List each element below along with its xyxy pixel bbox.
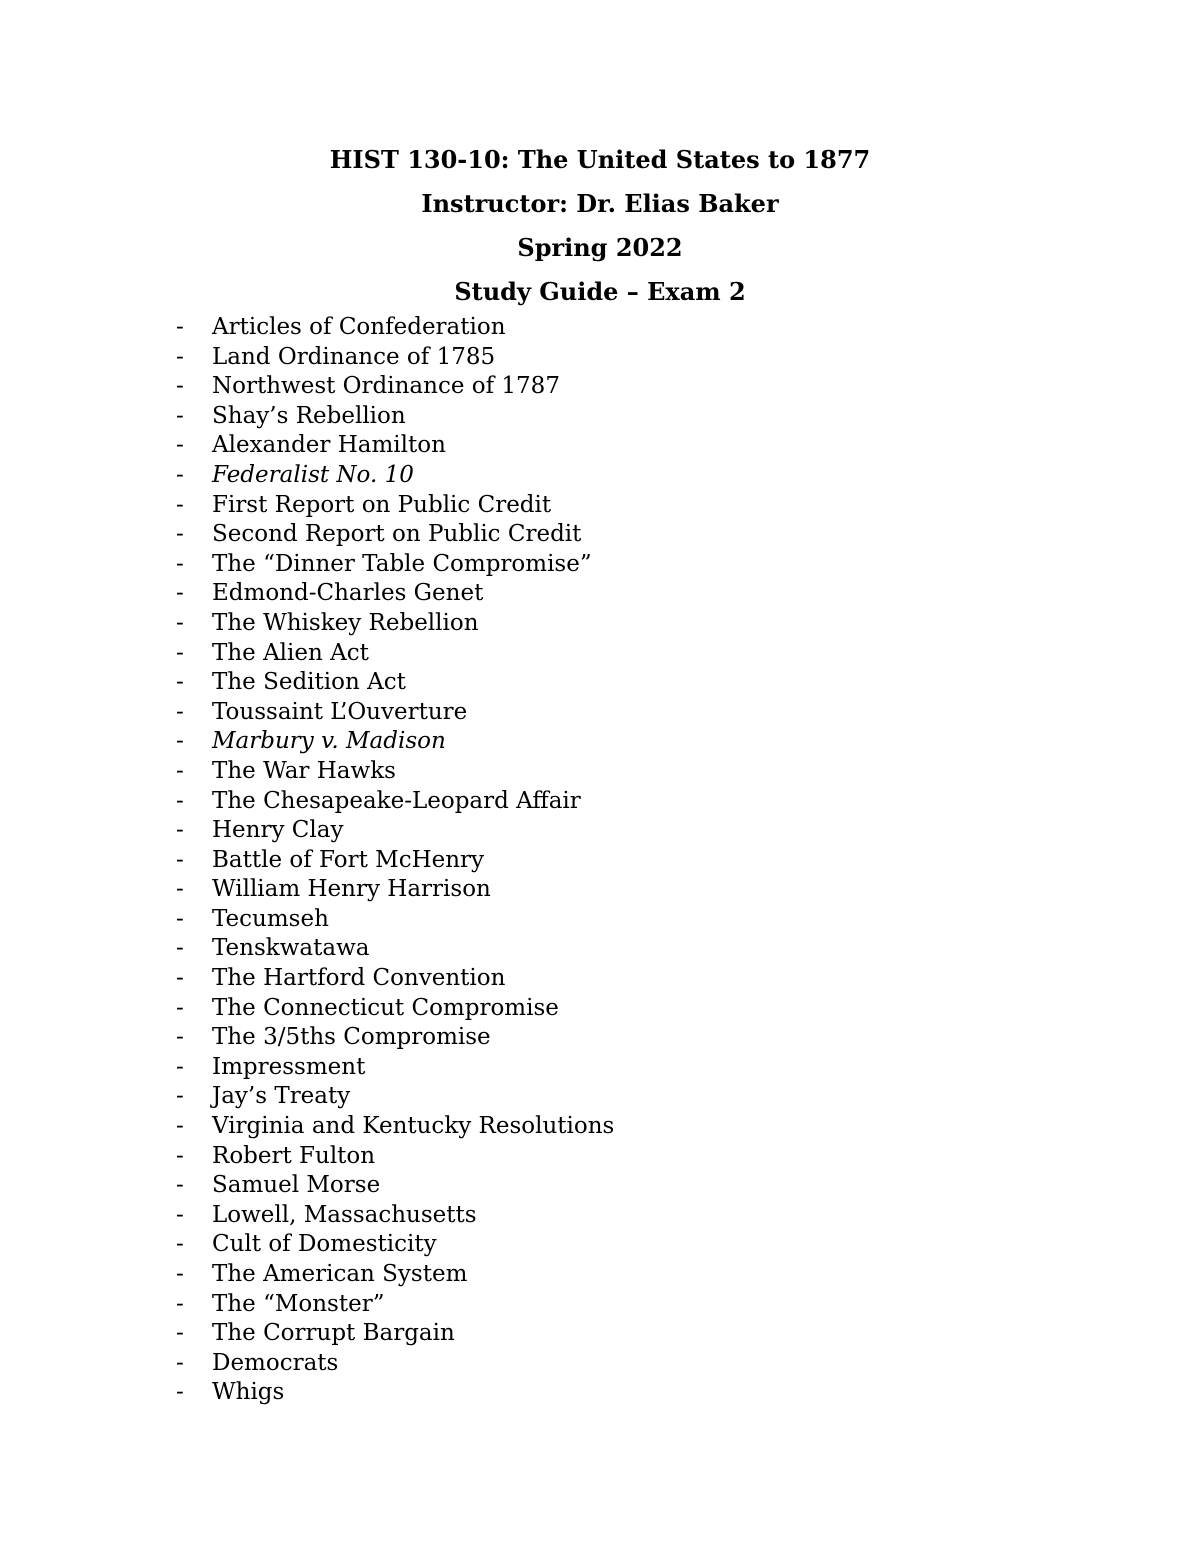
- term-text: Virginia and Kentucky Resolutions: [212, 1113, 615, 1140]
- term-text: The Alien Act: [212, 639, 369, 666]
- term-text: The Connecticut Compromise: [212, 994, 559, 1021]
- bullet-dash: -: [176, 787, 184, 814]
- bullet-dash: -: [176, 1083, 184, 1110]
- bullet-dash: -: [176, 935, 184, 962]
- term-text: The American System: [212, 1261, 468, 1287]
- bullet-dash: -: [176, 728, 184, 755]
- bullet-dash: -: [176, 373, 184, 400]
- term-text: The Sedition Act: [212, 669, 406, 696]
- term-text: First Report on Public Credit: [212, 491, 552, 518]
- bullet-dash: -: [176, 1113, 184, 1140]
- term-text: Tenskwatawa: [212, 935, 370, 962]
- term-text: Impressment: [212, 1053, 366, 1080]
- bullet-dash: -: [176, 1053, 184, 1080]
- bullet-dash: -: [176, 1142, 184, 1169]
- bullet-dash: -: [176, 757, 184, 784]
- bullet-dash: -: [176, 1379, 184, 1406]
- term-text: Federalist No. 10: [212, 461, 414, 488]
- term-text: Samuel Morse: [212, 1172, 381, 1199]
- bullet-dash: -: [176, 491, 184, 518]
- term-text: The “Dinner Table Compromise”: [212, 550, 592, 577]
- term-text: Whigs: [212, 1379, 285, 1406]
- bullet-dash: -: [176, 1290, 184, 1317]
- term-text: Shay’s Rebellion: [212, 402, 406, 429]
- bullet-dash: -: [176, 1261, 184, 1287]
- term-text: Articles of Confederation: [212, 314, 506, 340]
- bullet-dash: -: [176, 580, 184, 607]
- term-text: Northwest Ordinance of 1787: [212, 373, 560, 400]
- document-header: [0, 138, 1200, 314]
- bullet-dash: -: [176, 994, 184, 1021]
- term-text: The Chesapeake-Leopard Affair: [212, 787, 581, 814]
- bullet-dash: -: [176, 432, 184, 459]
- term-text: The “Monster”: [212, 1290, 385, 1317]
- term-text: Second Report on Public Credit: [212, 521, 582, 548]
- term-text: William Henry Harrison: [212, 876, 491, 903]
- bullet-dash: -: [176, 1231, 184, 1258]
- term-text: Cult of Domesticity: [212, 1231, 437, 1258]
- bullet-dash: -: [176, 639, 184, 666]
- course-title: HIST 130-10: The United States to 1877: [329, 145, 871, 174]
- term-text: The Corrupt Bargain: [212, 1320, 455, 1347]
- term-text: Edmond-Charles Genet: [212, 580, 484, 607]
- bullet-dash: -: [176, 817, 184, 844]
- bullet-dash: -: [176, 698, 184, 725]
- term-text: Marbury v. Madison: [212, 728, 446, 755]
- term-text: Lowell, Massachusetts: [212, 1201, 477, 1228]
- term-text: Jay’s Treaty: [212, 1083, 351, 1110]
- term-text: The War Hawks: [212, 757, 396, 784]
- bullet-dash: -: [176, 669, 184, 696]
- term-text: The Hartford Convention: [212, 965, 506, 992]
- bullet-dash: -: [176, 1349, 184, 1376]
- bullet-dash: -: [176, 1201, 184, 1228]
- term-text: The Whiskey Rebellion: [212, 609, 479, 636]
- instructor-line: Instructor: Dr. Elias Baker: [421, 189, 779, 218]
- term-text: Land Ordinance of 1785: [212, 343, 496, 370]
- term-text: Alexander Hamilton: [212, 432, 446, 459]
- bullet-dash: -: [176, 402, 184, 429]
- bullet-dash: -: [176, 550, 184, 577]
- term-text: The 3/5ths Compromise: [212, 1024, 491, 1051]
- term-text: Tecumseh: [212, 905, 329, 932]
- bullet-dash: -: [176, 846, 184, 873]
- bullet-dash: -: [176, 1320, 184, 1347]
- semester-line: Spring 2022: [517, 233, 683, 262]
- term-text: Robert Fulton: [212, 1142, 376, 1169]
- bullet-dash: -: [176, 905, 184, 932]
- bullet-dash: -: [176, 1024, 184, 1051]
- bullet-dash: -: [176, 343, 184, 370]
- bullet-dash: -: [176, 314, 184, 340]
- term-text: Battle of Fort McHenry: [212, 846, 485, 873]
- term-text: Henry Clay: [212, 817, 344, 844]
- term-text: Toussaint L’Ouverture: [212, 698, 468, 725]
- term-text: Democrats: [212, 1349, 339, 1376]
- bullet-dash: -: [176, 521, 184, 548]
- study-guide-title: Study Guide – Exam 2: [454, 277, 746, 306]
- bullet-dash: -: [176, 609, 184, 636]
- bullet-dash: -: [176, 876, 184, 903]
- bullet-dash: -: [176, 965, 184, 992]
- bullet-dash: -: [176, 1172, 184, 1199]
- bullet-dash: -: [176, 461, 184, 488]
